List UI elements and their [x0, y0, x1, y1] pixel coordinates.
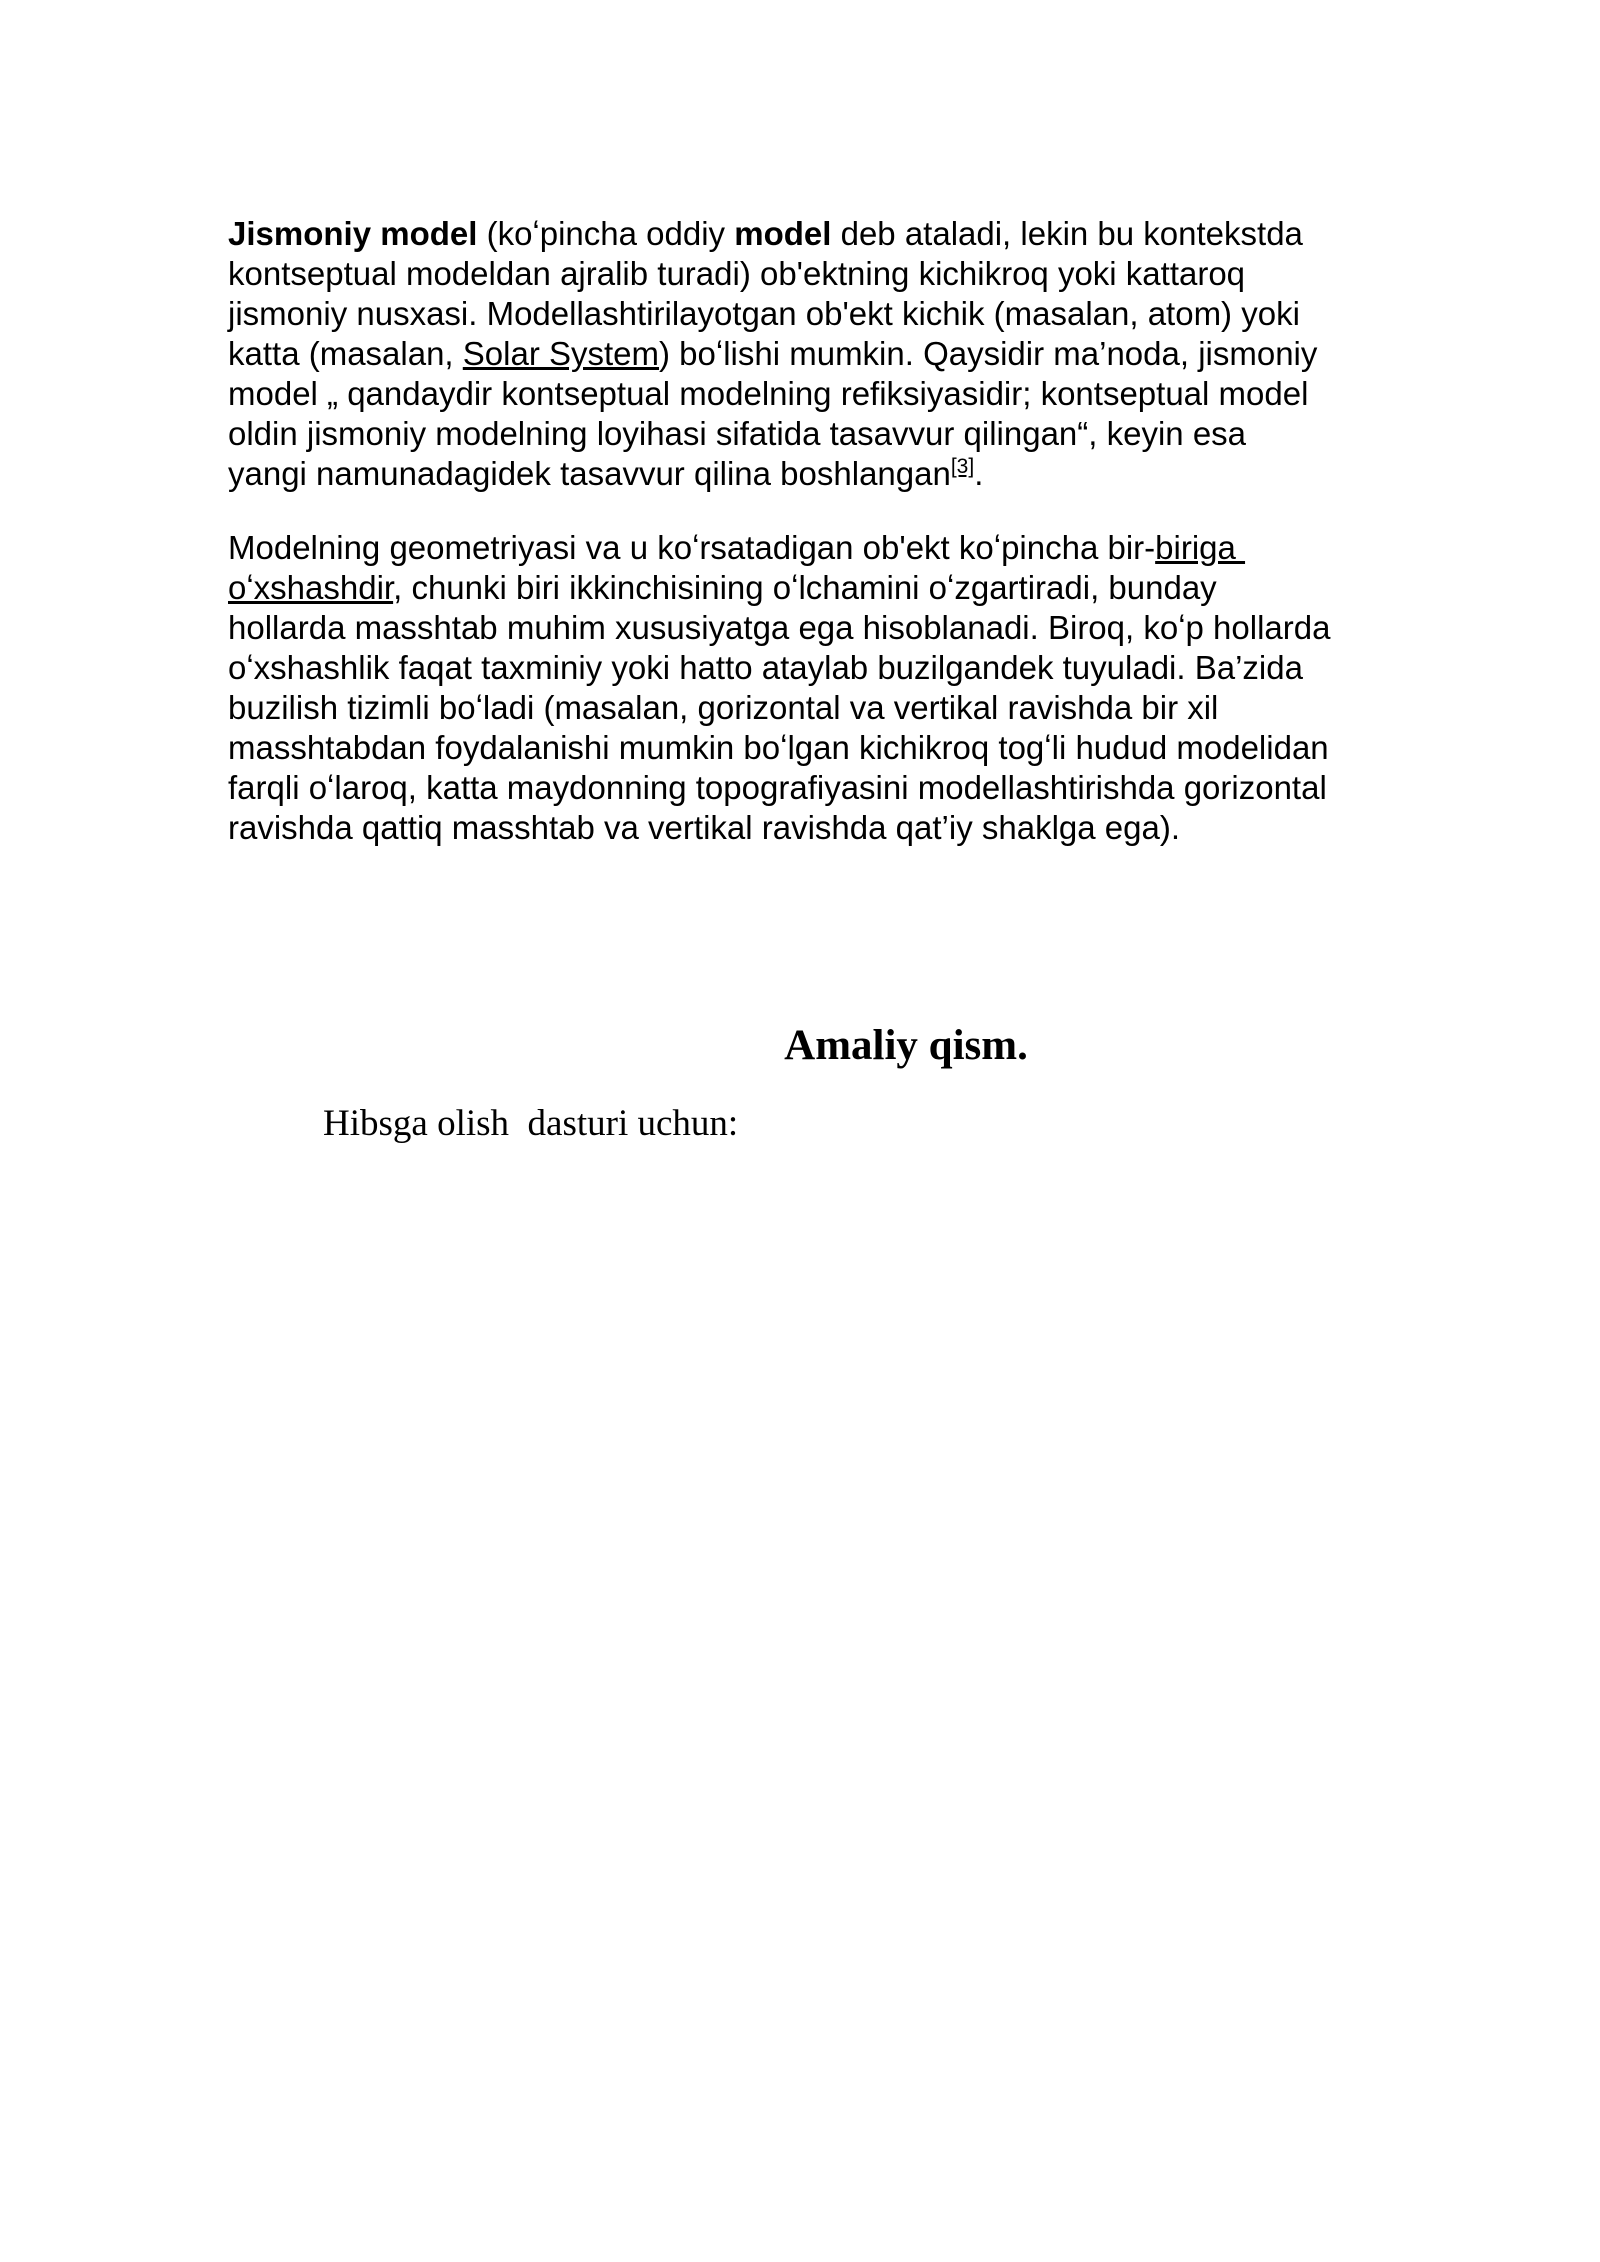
text-line [228, 688, 1518, 728]
text-run: model „ qandaydir kontseptual modelning refiksiyasidir; kontseptual model [228, 375, 1309, 412]
section-heading: Amaliy qism. [784, 1022, 1028, 1069]
text-line [228, 294, 1518, 334]
biriga-oxshashdir-link[interactable]: biriga [1155, 529, 1246, 566]
solar-system-link[interactable]: Solar System [462, 335, 660, 372]
text-line [228, 568, 1518, 608]
text-line [228, 374, 1518, 414]
text-run: (koʻpincha oddiy [477, 215, 735, 252]
text-run: hollarda masshtab muhim xususiyatga ega hisoblanadi. Biroq, koʻp hollarda [228, 609, 1331, 646]
text-line [228, 334, 1518, 374]
text-line [228, 254, 1518, 294]
footnote-reference[interactable]: [3] [950, 455, 975, 478]
text-line [228, 414, 1518, 454]
text-line [228, 768, 1518, 808]
text-run: ) boʻlishi mumkin. Qaysidir ma’noda, jismoniy [659, 335, 1318, 372]
text-line [228, 728, 1518, 768]
text-run: , chunki biri ikkinchisining oʻlchamini oʻzgartiradi, bunday [393, 569, 1217, 606]
text-run: ravishda qattiq masshtab va vertikal ravishda qat’iy shaklga ega). [228, 809, 1180, 846]
text-run: jismoniy nusxasi. Modellashtirilayotgan ob'ekt kichik (masalan, atom) yoki [228, 295, 1300, 332]
physical-model-paragraph [228, 214, 1518, 494]
document-body [228, 214, 1518, 882]
text-run: kontseptual modeldan ajralib turadi) ob'ektning kichikroq yoki kattaroq [228, 255, 1246, 292]
text-line [228, 608, 1518, 648]
text-line [228, 528, 1518, 568]
text-run: buzilish tizimli boʻladi (masalan, gorizontal va vertikal ravishda bir xil [228, 689, 1219, 726]
text-line [228, 648, 1518, 688]
biriga-oxshashdir-link[interactable]: oʻxshashdir [228, 569, 394, 606]
text-run: oʻxshashlik faqat taxminiy yoki hatto ataylab buzilgandek tuyuladi. Ba’zida [228, 649, 1303, 686]
text-run: . [974, 455, 984, 492]
text-run: Jismoniy model [228, 215, 478, 252]
text-run: farqli oʻlaroq, katta maydonning topografiyasini modellashtirishda gorizontal [228, 769, 1327, 806]
text-run: yangi namunadagidek tasavvur qilina boshlangan [228, 455, 951, 492]
text-run: Modelning geometriyasi va u koʻrsatadigan ob'ekt koʻpincha bir- [228, 529, 1156, 566]
text-run: deb ataladi, lekin bu kontekstda [831, 215, 1303, 252]
text-run: katta (masalan, [228, 335, 463, 372]
text-line [228, 214, 1518, 254]
text-run: model [734, 215, 832, 252]
practical-intro-line: Hibsga olish dasturi uchun: [323, 1103, 739, 1144]
text-line [228, 808, 1518, 848]
text-line [228, 454, 1518, 494]
text-run: masshtabdan foydalanishi mumkin boʻlgan kichikroq togʻli hudud modelidan [228, 729, 1329, 766]
model-geometry-paragraph [228, 528, 1518, 848]
text-run: oldin jismoniy modelning loyihasi sifatida tasavvur qilingan“, keyin esa [228, 415, 1247, 452]
